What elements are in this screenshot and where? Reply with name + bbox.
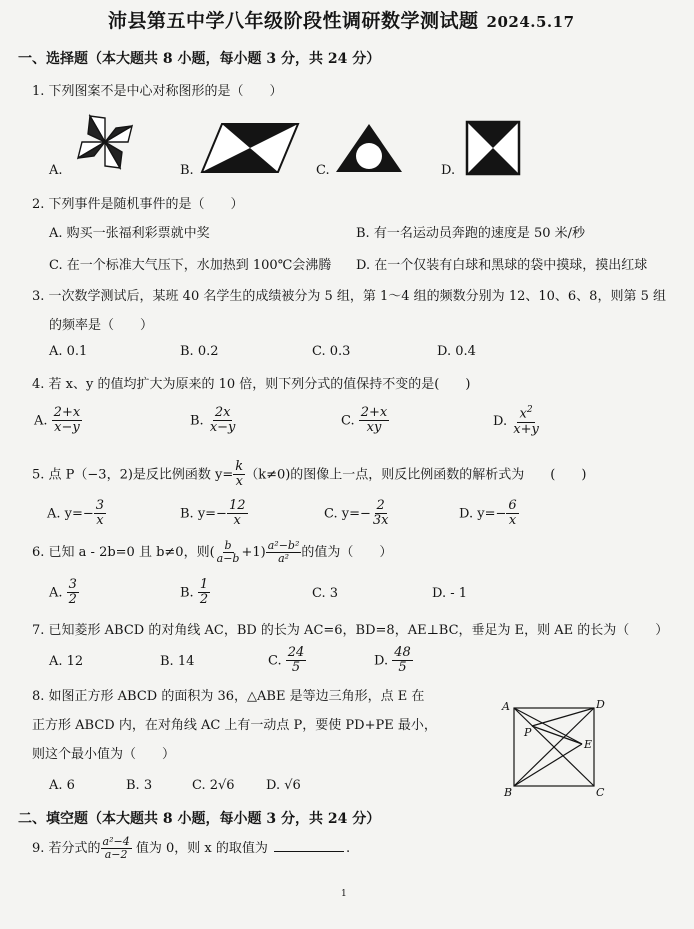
q5-option-c-label: C. y=− — [324, 506, 371, 522]
q5-option-a-fraction — [94, 499, 106, 529]
q4-option-d-fraction — [511, 406, 541, 437]
q5-c-denominator: 3x — [372, 513, 389, 529]
q5-option-b-fraction — [227, 499, 248, 529]
question-7-stem: 7. 已知菱形 ABCD 的对角线 AC，BD 的长为 AC=6，BD=8，AE⊥BC，垂足为 E，则 AE 的长为（ ） — [32, 623, 669, 638]
q2-option-d: D. 在一个仅装有白球和黑球的袋中摸球，摸出红球 — [356, 258, 648, 273]
q6-option-b-label: B. — [180, 585, 194, 601]
q6-a-denominator: 2 — [68, 592, 77, 608]
q1-option-a-label: A. — [49, 163, 63, 178]
q5-stem-pre: 5. 点 P（−3，2)是反比例函数 y= — [32, 467, 234, 483]
q5-option-c-fraction — [371, 499, 391, 529]
exam-date: 2024.5.17 — [486, 13, 575, 31]
q6-b-numerator: 1 — [199, 577, 209, 592]
q4-option-a-fraction — [52, 406, 83, 436]
q7-option-c-fraction — [286, 646, 307, 676]
q4-option-b-label: B. — [190, 413, 204, 429]
question-3-stem-line1: 3. 一次数学测试后，某班 40 名学生的成绩被分为 5 组，第 1～4 组的频数分别为 12、10、6、8，则第 5 组 — [32, 289, 666, 304]
q4-c-denominator: xy — [366, 420, 382, 436]
q6-stem-mid: +1) — [241, 545, 266, 561]
question-9-stem — [32, 836, 350, 861]
q7-option-c — [268, 646, 306, 676]
q4-option-b — [190, 406, 237, 436]
q5-option-d — [459, 499, 519, 529]
q2-option-b: B. 有一名运动员奔跑的速度是 50 米/秒 — [356, 226, 586, 241]
question-2-stem: 2. 下列事件是随机事件的是（ ） — [32, 197, 244, 212]
q6-option-b-fraction — [198, 578, 210, 608]
q5-option-b-label: B. y=− — [180, 506, 227, 522]
q2-option-a: A. 购买一张福利彩票就中奖 — [49, 226, 210, 241]
q5-option-d-label: D. y=− — [459, 506, 507, 522]
q5-a-denominator: x — [96, 513, 104, 529]
q4-d-denominator: x+y — [513, 421, 539, 437]
fig-label-c: C — [596, 786, 605, 799]
q5-c-numerator: 2 — [376, 498, 385, 513]
q7-option-c-label: C. — [268, 653, 282, 669]
q8-option-c: C. 2√6 — [192, 778, 235, 793]
q7-option-b: B. 14 — [160, 654, 195, 669]
page-number: 1 — [341, 889, 347, 899]
q4-d-num-base: x — [519, 406, 527, 422]
q9-stem-pre: 9. 若分式的 — [32, 841, 101, 857]
fig-label-b: B — [504, 786, 513, 799]
q5-stem-numerator: k — [235, 459, 244, 474]
q4-a-denominator: x−y — [54, 420, 80, 436]
q7-c-denominator: 5 — [291, 660, 301, 676]
question-5-stem — [32, 460, 586, 490]
q1-option-d-label: D. — [441, 163, 456, 178]
q6-f2-denominator: a² — [278, 552, 290, 566]
q5-option-d-fraction — [506, 499, 518, 529]
q4-option-c-label: C. — [341, 413, 355, 429]
q7-option-d — [374, 646, 413, 676]
q6-fraction-1 — [215, 540, 242, 565]
fig-label-p: P — [524, 726, 532, 739]
q6-option-c: C. 3 — [312, 586, 339, 601]
q7-d-numerator: 48 — [394, 645, 411, 660]
q1-figure-c-triangle-circle — [334, 122, 404, 174]
fig-label-d: D — [596, 698, 605, 711]
q5-stem-post: （k≠0)的图像上一点，则反比例函数的解析式为 ( ) — [245, 467, 587, 483]
title-text: 沛县第五中学八年级阶段性调研数学测试题 — [108, 10, 479, 32]
q7-option-a: A. 12 — [49, 654, 84, 669]
q6-option-a-label: A. — [49, 585, 63, 601]
q4-d-numerator — [517, 406, 534, 423]
q6-stem-pre: 6. 已知 a - 2b=0 且 b≠0，则( — [32, 545, 215, 561]
q5-option-c — [324, 499, 391, 529]
q9-numerator: a²−4 — [102, 835, 130, 848]
segment-pe — [532, 726, 582, 744]
q4-a-numerator: 2+x — [53, 405, 81, 420]
q8-option-b: B. 3 — [126, 778, 153, 793]
question-8-line2: 正方形 ABCD 内，在对角线 AC 上有一动点 P，要使 PD+PE 最小， — [32, 718, 437, 733]
question-4-stem: 4. 若 x、y 的值均扩大为原来的 10 倍，则下列分式的值保持不变的是( ) — [32, 377, 471, 392]
question-6-stem — [32, 540, 392, 565]
q1-figure-a-pinwheel — [70, 112, 140, 172]
q8-option-a: A. 6 — [49, 778, 75, 793]
fig-label-a: A — [502, 700, 510, 713]
q4-d-num-exponent: 2 — [526, 405, 533, 415]
q4-option-a — [34, 406, 82, 436]
q3-option-c: C. 0.3 — [312, 344, 351, 359]
q4-option-b-fraction — [208, 406, 238, 436]
q2-option-c: C. 在一个标准大气压下，水加热到 100℃会沸腾 — [49, 258, 332, 273]
q9-answer-blank[interactable] — [274, 851, 344, 852]
q4-option-a-label: A. — [34, 413, 48, 429]
q5-b-denominator: x — [233, 513, 241, 529]
q5-option-a-label: A. y=− — [47, 506, 94, 522]
q6-option-b — [180, 578, 210, 608]
q4-option-c — [341, 406, 389, 436]
q5-stem-fraction — [233, 460, 245, 490]
q5-a-numerator: 3 — [95, 498, 105, 513]
question-8-line1: 8. 如图正方形 ABCD 的面积为 36，△ABE 是等边三角形，点 E 在 — [32, 689, 425, 704]
q9-fraction — [101, 836, 132, 861]
q5-stem-denominator: x — [235, 474, 243, 490]
q5-d-denominator: x — [508, 513, 517, 529]
q9-stem-post: 值为 0，则 x 的取值为 — [135, 841, 268, 857]
q1-figure-b-parallelogram — [200, 122, 300, 174]
question-3-stem-line2: 的频率是（ ） — [49, 318, 154, 333]
q6-b-denominator: 2 — [199, 592, 209, 608]
q3-option-d: D. 0.4 — [437, 344, 476, 359]
q8-option-d: D. √6 — [266, 778, 301, 793]
page-title — [108, 6, 575, 33]
q9-denominator: a−2 — [104, 848, 128, 862]
fig-label-e: E — [584, 738, 593, 751]
q6-fraction-2 — [266, 540, 302, 565]
q6-option-a — [49, 578, 79, 608]
section-heading-fill: 二、填空题（本大题共 8 小题，每小题 3 分，共 24 分） — [18, 811, 381, 827]
q5-option-a — [47, 499, 106, 529]
q1-figure-d-square-hourglass — [465, 120, 521, 176]
q7-option-d-label: D. — [374, 653, 389, 669]
q9-stem-end: . — [346, 841, 351, 857]
q6-option-a-fraction — [67, 578, 79, 608]
q6-stem-post: 的值为（ ） — [301, 545, 393, 561]
q4-b-numerator: 2x — [214, 405, 231, 420]
q6-f1-numerator: b — [224, 539, 232, 552]
q7-d-denominator: 5 — [398, 660, 407, 676]
q4-option-d — [493, 406, 541, 437]
question-1-stem: 1. 下列图案不是中心对称图形的是（ ） — [32, 84, 283, 99]
q6-a-numerator: 3 — [68, 577, 77, 592]
q5-d-numerator: 6 — [508, 498, 517, 513]
q6-f2-numerator: a²−b² — [267, 539, 300, 552]
q6-option-d: D. - 1 — [432, 586, 468, 601]
q5-b-numerator: 12 — [228, 498, 246, 513]
q4-b-denominator: x−y — [209, 420, 236, 436]
q3-option-a: A. 0.1 — [49, 344, 88, 359]
q4-option-d-label: D. — [493, 413, 508, 429]
section-heading-choice: 一、选择题（本大题共 8 小题，每小题 3 分，共 24 分） — [18, 51, 381, 67]
q4-option-c-fraction — [359, 406, 390, 436]
q1-option-c-label: C. — [316, 163, 330, 178]
q7-option-d-fraction — [392, 646, 413, 676]
q3-option-b: B. 0.2 — [180, 344, 219, 359]
q7-c-numerator: 24 — [287, 645, 305, 660]
q5-option-b — [180, 499, 248, 529]
question-8-line3: 则这个最小值为（ ） — [32, 747, 176, 762]
q1-option-b-label: B. — [180, 163, 194, 178]
q6-f1-denominator: a−b — [216, 552, 240, 566]
q4-c-numerator: 2+x — [360, 405, 388, 420]
q8-square-figure — [498, 696, 614, 800]
